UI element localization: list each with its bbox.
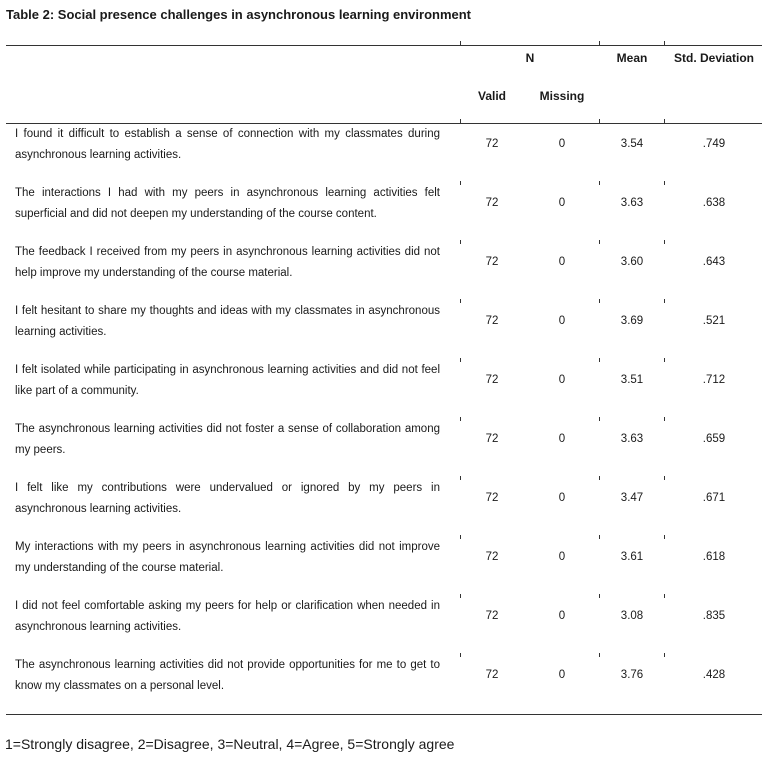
row-tick — [460, 417, 461, 421]
row-tick — [664, 594, 665, 598]
cell-valid: 72 — [485, 315, 499, 327]
row-tick — [664, 181, 665, 185]
header-missing: Missing — [539, 89, 585, 103]
cell-mean: 3.76 — [620, 669, 644, 681]
header-valid: Valid — [477, 89, 506, 103]
row-statement: The feedback I received from my peers in asynchronous learning activities did not help improve my understanding of the course material. — [15, 246, 440, 279]
cell-missing: 0 — [558, 669, 566, 681]
cell-missing: 0 — [558, 492, 566, 504]
row-tick — [599, 299, 600, 303]
cell-mean: 3.08 — [620, 610, 644, 622]
row-statement: I felt isolated while participating in asynchronous learning activities and did not feel like part of a community. — [15, 364, 440, 397]
cell-missing: 0 — [558, 374, 566, 386]
row-tick — [460, 594, 461, 598]
row-tick — [460, 476, 461, 480]
cell-std-deviation: .749 — [702, 138, 726, 150]
scale-footnote: 1=Strongly disagree, 2=Disagree, 3=Neutral, 4=Agree, 5=Strongly agree — [5, 736, 455, 752]
row-statement: I did not feel comfortable asking my peers for help or clarification when needed in asynchronous learning activities. — [15, 600, 440, 633]
row-tick — [460, 358, 461, 362]
cell-mean: 3.63 — [620, 433, 644, 445]
row-tick — [664, 653, 665, 657]
cell-valid: 72 — [485, 433, 499, 445]
header-tick — [460, 41, 461, 45]
row-tick — [460, 653, 461, 657]
row-tick — [664, 476, 665, 480]
cell-missing: 0 — [558, 551, 566, 563]
row-tick — [664, 240, 665, 244]
cell-mean: 3.63 — [620, 197, 644, 209]
row-statement: I found it difficult to establish a sense of connection with my classmates during asynchronous learning activities. — [15, 128, 440, 161]
row-tick — [599, 476, 600, 480]
row-statement: I felt hesitant to share my thoughts and ideas with my classmates in asynchronous learning activities. — [15, 305, 440, 338]
row-tick — [599, 358, 600, 362]
cell-std-deviation: .712 — [702, 374, 726, 386]
cell-mean: 3.51 — [620, 374, 644, 386]
row-statement: I felt like my contributions were undervalued or ignored by my peers in asynchronous learning activities. — [15, 482, 440, 515]
header-tick — [599, 41, 600, 45]
cell-missing: 0 — [558, 197, 566, 209]
cell-std-deviation: .618 — [702, 551, 726, 563]
row-statement: My interactions with my peers in asynchronous learning activities did not improve my understanding of the course material. — [15, 541, 440, 574]
table-top-rule — [6, 45, 762, 46]
row-tick — [664, 417, 665, 421]
cell-valid: 72 — [485, 138, 499, 150]
header-n: N — [525, 51, 535, 65]
row-tick — [599, 417, 600, 421]
cell-std-deviation: .835 — [702, 610, 726, 622]
cell-valid: 72 — [485, 669, 499, 681]
header-tick — [599, 119, 600, 123]
row-statement: The asynchronous learning activities did not provide opportunities for me to get to know my classmates on a personal level. — [15, 659, 440, 692]
row-tick — [460, 535, 461, 539]
cell-missing: 0 — [558, 138, 566, 150]
cell-mean: 3.61 — [620, 551, 644, 563]
cell-mean: 3.54 — [620, 138, 644, 150]
cell-missing: 0 — [558, 256, 566, 268]
header-std-deviation: Std. Deviation — [673, 51, 754, 65]
cell-missing: 0 — [558, 315, 566, 327]
row-tick — [599, 653, 600, 657]
row-tick — [664, 358, 665, 362]
row-statement: The interactions I had with my peers in asynchronous learning activities felt superficial and did not deepen my understanding of the course content. — [15, 187, 440, 220]
row-tick — [599, 240, 600, 244]
cell-valid: 72 — [485, 197, 499, 209]
cell-std-deviation: .521 — [702, 315, 726, 327]
header-tick — [664, 119, 665, 123]
row-tick — [460, 181, 461, 185]
cell-valid: 72 — [485, 256, 499, 268]
cell-std-deviation: .428 — [702, 669, 726, 681]
cell-valid: 72 — [485, 551, 499, 563]
cell-std-deviation: .643 — [702, 256, 726, 268]
row-tick — [460, 240, 461, 244]
row-tick — [664, 535, 665, 539]
header-tick — [460, 119, 461, 123]
header-mean: Mean — [616, 51, 648, 65]
cell-std-deviation: .671 — [702, 492, 726, 504]
cell-mean: 3.60 — [620, 256, 644, 268]
table-bottom-rule — [6, 714, 762, 715]
cell-std-deviation: .638 — [702, 197, 726, 209]
cell-std-deviation: .659 — [702, 433, 726, 445]
cell-mean: 3.69 — [620, 315, 644, 327]
row-statement: The asynchronous learning activities did not foster a sense of collaboration among my peers. — [15, 423, 440, 456]
row-tick — [599, 535, 600, 539]
header-tick — [664, 41, 665, 45]
cell-missing: 0 — [558, 610, 566, 622]
table-title: Table 2: Social presence challenges in asynchronous learning environment — [6, 7, 472, 22]
cell-valid: 72 — [485, 492, 499, 504]
cell-mean: 3.47 — [620, 492, 644, 504]
row-tick — [460, 299, 461, 303]
cell-valid: 72 — [485, 374, 499, 386]
cell-valid: 72 — [485, 610, 499, 622]
row-tick — [599, 594, 600, 598]
cell-missing: 0 — [558, 433, 566, 445]
row-tick — [599, 181, 600, 185]
row-tick — [664, 299, 665, 303]
